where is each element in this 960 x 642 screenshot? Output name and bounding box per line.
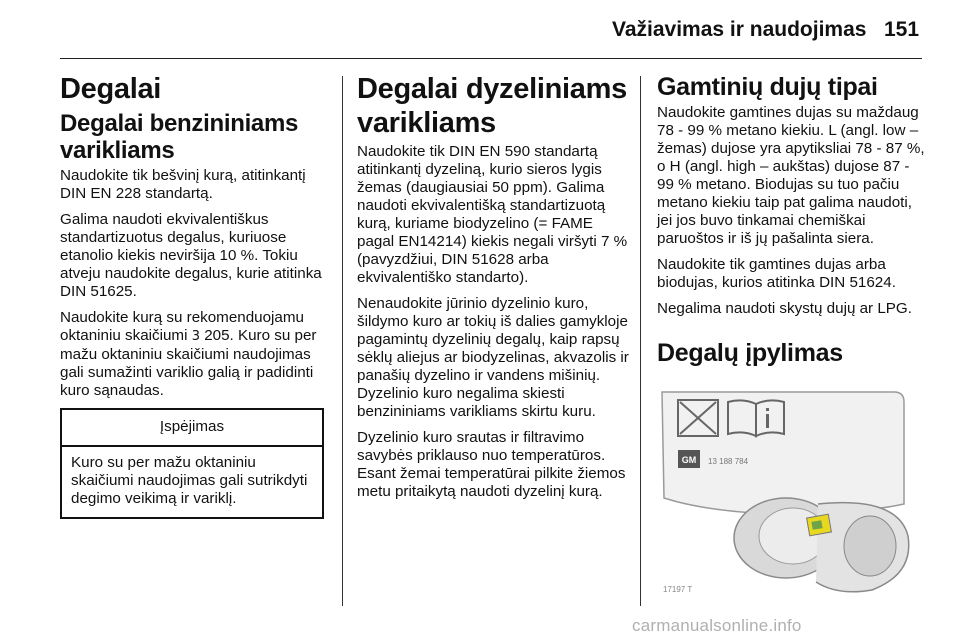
warning-title: Įspėjimas	[62, 410, 322, 447]
column-1	[60, 72, 328, 519]
watermark: carmanualsonline.info	[632, 616, 802, 635]
page-reference-icon: 3	[191, 329, 200, 344]
paragraph: Dyzelinio kuro srautas ir filtravimo savybės priklauso nuo temperatūros. Esant žemai temperatūrai pilkite žiemos metu pritaikytą naudoti dyzelinį kurą.	[357, 429, 626, 500]
column-divider-1	[342, 76, 343, 606]
paragraph: Naudokite tik bešvinį kurą, atitinkantį DIN EN 228 standartą.	[60, 167, 306, 202]
paragraph: Galima naudoti ekvivalentiškus standartizuotus degalus, kuriuose etanolio kiekis neviršija 10 %. Tokiu atveju naudokite degalus, kurie atitinka DIN 51625.	[60, 211, 322, 300]
part-number: 13 188 784	[708, 457, 749, 466]
section-title-fuel: Degalai	[60, 73, 162, 105]
warning-box	[60, 408, 324, 519]
subsection-title-petrol: Degalai benzininiams varikliams	[60, 110, 299, 164]
section-title-natural-gas: Gamtinių dujų tipai	[657, 73, 878, 101]
figure-id: 17197 T	[663, 585, 693, 594]
column-divider-2	[640, 76, 641, 606]
paragraph: Nenaudokite jūrinio dyzelinio kuro, šildymo kuro ar tokių iš dalies gamykloje pagamintų dyzelinių degalų, kaip rapsų sėklų aliejus ar biodyzelinas, akvazolis ir panašių dyzelino ir vandens mišinių. Dyzelinio kuro negalima skiesti benzininiams varikliams skirtu kuru.	[357, 295, 629, 420]
fuel-filler-illustration	[658, 386, 920, 596]
section-title-refuelling: Degalų įpylimas	[657, 339, 843, 367]
page-number: 151	[884, 18, 920, 41]
paragraph-octane: Naudokite kurą su rekomenduojamu oktaniniu skaičiumi 3 205. Kuro su per mažu oktaniniu skaičiumi naudojimas gali sumažinti variklio galią ir padidinti kuro sąnaudas.	[60, 309, 317, 399]
paragraph: Negalima naudoti skystų dujų ar LPG.	[657, 300, 912, 317]
header-divider	[60, 58, 922, 59]
paragraph: Naudokite gamtines dujas su maždaug 78 - 99 % metano kiekiu. L (angl. low – žemas) dujose yra apytiksliai 78 - 87 %, o H (angl. high – aukštas) dujose 87 - 99 % metano. Biodujas su tuo pačiu metano kiekiu taip pat galima naudoti, jei jos buvo tinkamai chemiškai paruoštos ir iš jų pašalinta siera.	[657, 104, 925, 247]
section-title-diesel: Degalai dyzeliniams varikliams	[357, 73, 627, 139]
gm-logo-text: GM	[681, 455, 697, 465]
warning-body: Kuro su per mažu oktaniniu skaičiumi naudojimas gali sutrikdyti degimo veikimą ir variklį.	[71, 454, 308, 507]
column-3	[657, 72, 927, 368]
paragraph: Naudokite tik DIN EN 590 standartą atitinkantį dyzeliną, kurio sieros lygis žemas (daugiausiai 50 ppm). Galima naudoti ekvivalentišką standartizuotą kurą, kuriame biodyzelino (= FAME pagal EN14214) kiekis negali viršyti 7 % (pavyzdžiui, DIN 51628 arba ekvivalentiško standarto).	[357, 143, 628, 286]
paragraph: Naudokite tik gamtines dujas arba biodujas, kurios atitinka DIN 51624.	[657, 256, 896, 291]
running-header-title: Važiavimas ir naudojimas	[612, 18, 867, 41]
column-2	[357, 72, 629, 501]
